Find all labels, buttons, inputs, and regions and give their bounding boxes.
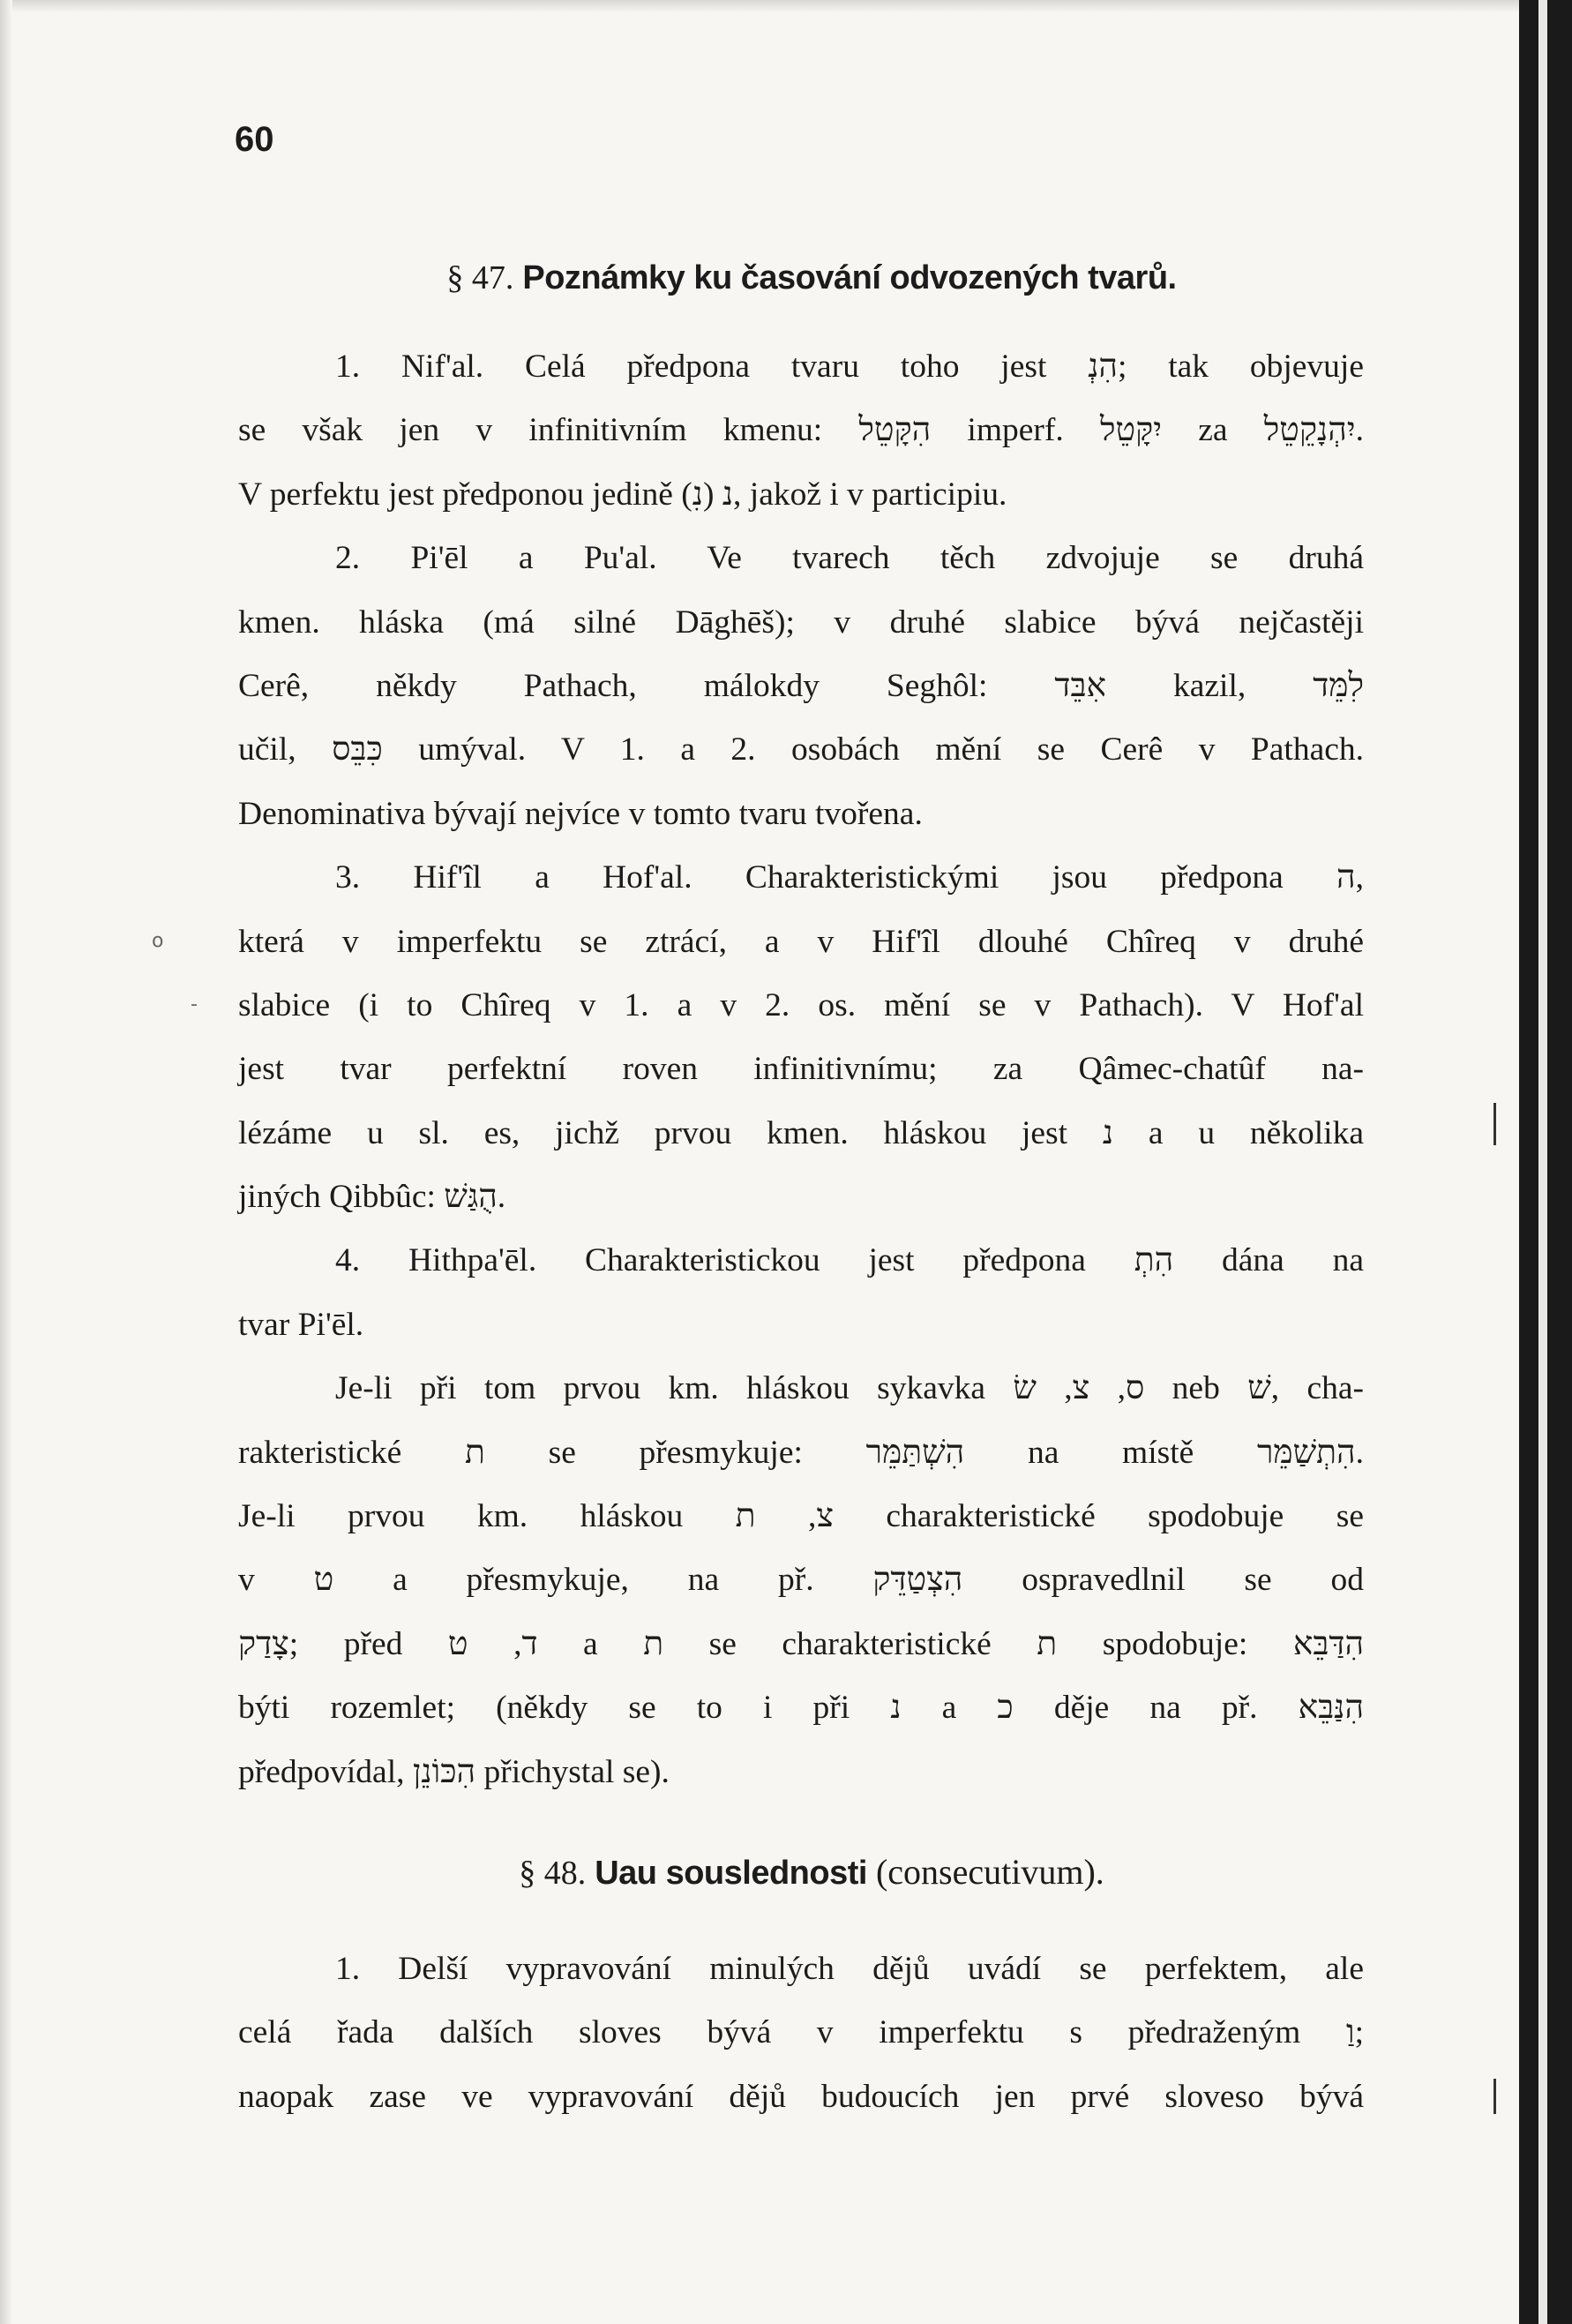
text-line: předpovídal, הִכּוֹנֵן přichystal se). [238,1753,670,1790]
text-line: kmen. hláska (má silné Dāghēš); v druhé slabice bývá nejčastěji [238,603,1364,641]
section-48-body [238,1938,1364,2129]
text-line: Je-li při tom prvou km. hláskou sykavka ס, צ, שׂ neb שׁ, cha- [335,1370,1365,1407]
text-line: 1. Delší vypravování minulých dějů uvádí se perfektem, ale [335,1951,1364,1987]
margin-speck: - [191,993,198,1016]
text-line: 3. Hif'îl a Hof'al. Charakteristickými jsou předpona ה, [335,859,1364,896]
text-line: celá řada dalších sloves bývá v imperfektu s předraženým וַ; [238,2014,1364,2051]
section-47-heading [238,256,1385,297]
text-line: Denominativa bývají nejvíce v tomto tvaru tvořena. [238,795,923,832]
text-line: 4. Hithpa'ēl. Charakteristickou jest předpona הִתְ dána na [335,1242,1364,1279]
margin-mark [1493,2079,1496,2114]
text-line: býti rozemlet; (někdy se to i při נ a כ děje na př. הִנַּבֵּא [238,1690,1365,1727]
scan-edge-right [1519,0,1572,2324]
text-line: Je-li prvou km. hláskou צ, ת charakteristické spodobuje se [238,1498,1364,1535]
text-line: v ט a přesmykuje, na př. הִצְטַדֵּק ospravedlnil se od [238,1562,1365,1599]
text-line: naopak zase ve vypravování dějů budoucích jen prvé sloveso bývá [238,2078,1364,2115]
section-47-title: Poznámky ku časování odvozených tvarů. [522,259,1177,296]
text-line: která v imperfektu se ztrácí, a v Hif'îl dlouhé Chîreq v druhé [238,923,1364,960]
scan-shadow-top [0,0,1519,12]
text-line: jest tvar perfektní roven infinitivnímu; za Qâmec-chatûf na- [238,1051,1364,1088]
margin-speck: ο [152,930,164,952]
text-line: učil, כִּבֵּס umýval. V 1. a 2. osobách mění se Cerê v Pathach. [238,731,1364,768]
section-48-title-suffix: (consecutivum). [875,1852,1104,1892]
text-line: tvar Pi'ēl. [238,1306,364,1343]
section-48-title: Uau souslednosti [595,1855,867,1892]
section-47-body [238,335,1364,1804]
text-line: 1. Nif'al. Celá předpona tvaru toho jest הִנְ; tak objevuje [335,349,1364,385]
text-line: 2. Pi'ēl a Pu'al. Ve tvarech těch zdvojuje se druhá [335,540,1364,577]
text-line: se však jen v infinitivním kmenu: הִקָּטֵל imperf. יִקָּטֵל za יִהְנָקֵטֵל. [238,412,1364,449]
text-line: Cerê, někdy Pathach, málokdy Seghôl: אִבֵּד kazil, לִמֵּד [238,667,1364,704]
scan-edge-strip [1538,0,1547,2324]
text-line: slabice (i to Chîreq v 1. a v 2. os. mění se v Pathach). V Hof'al [238,986,1364,1023]
text-line: jiných Qibbûc: הֻגַּשׁ. [238,1179,506,1216]
section-48-number: § 48. [519,1855,587,1892]
text-line: rakteristické ת se přesmykuje: הִשְׁתַּמֵּר na místě הִתְשַׁמֵּר. [238,1434,1364,1471]
text-line: צָדַק; před ד, ט a ת se charakteristické ת spodobuje: הִדַּבֵּא [238,1625,1365,1662]
margin-mark [1493,1103,1496,1145]
text-line: V perfektu jest předponou jedině נ (נִ), jakož i v participiu. [238,476,1007,513]
text-line: lézáme u sl. es, jichž prvou kmen. hláskou jest נ a u několika [238,1114,1364,1151]
scan-shadow-left [0,0,12,2324]
section-48-heading [238,1851,1385,1893]
section-47-number: § 47. [446,259,514,296]
page-number: 60 [235,120,274,159]
